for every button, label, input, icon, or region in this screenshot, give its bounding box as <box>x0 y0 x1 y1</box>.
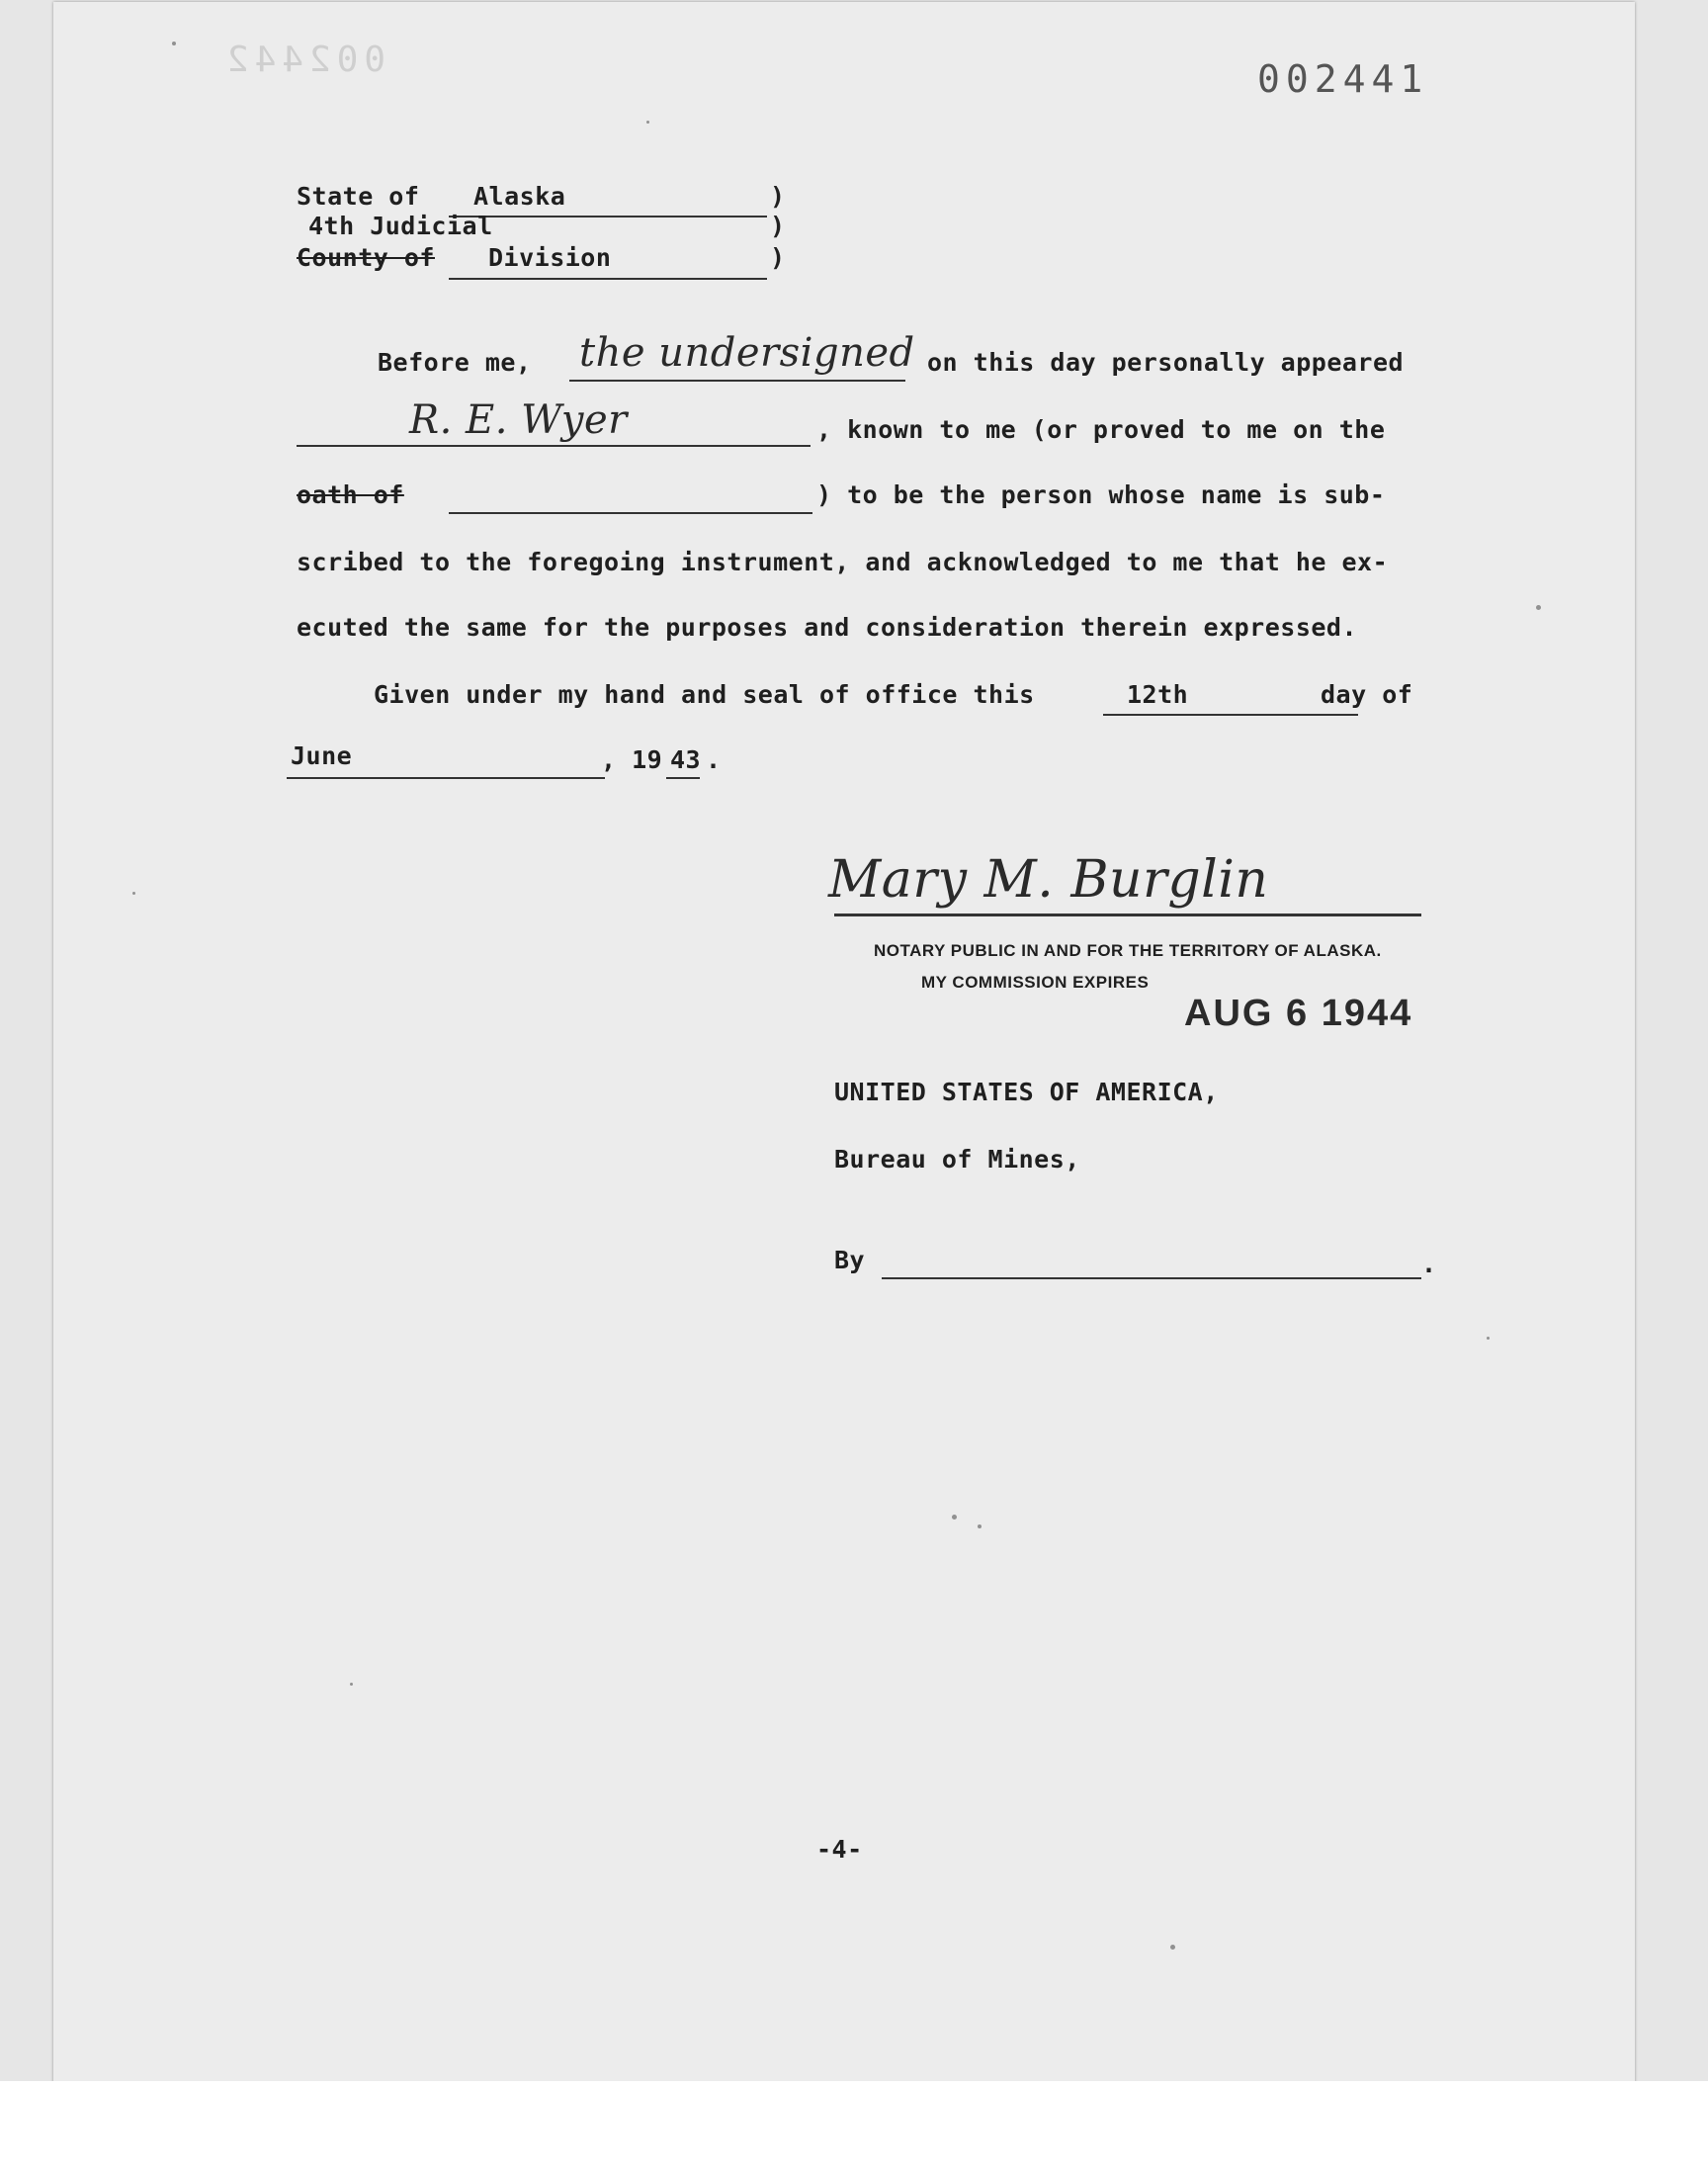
line4-text: scribed to the foregoing instrument, and acknowledged to me that he ex- <box>297 548 1389 576</box>
by-signature-line <box>882 1277 1421 1279</box>
year-suffix: 43 <box>670 745 702 774</box>
document-number: 002441 <box>1257 57 1429 101</box>
party-line2: Bureau of Mines, <box>834 1145 1080 1174</box>
month-underline <box>287 777 605 779</box>
commission-expires-date: AUG 6 1944 <box>1184 993 1413 1034</box>
line5-text: ecuted the same for the purposes and consideration therein expressed. <box>297 613 1358 642</box>
year-prefix: , 19 <box>601 745 663 774</box>
appeared-name-underline <box>297 445 811 447</box>
county-label: County of <box>297 243 435 272</box>
year-underline <box>666 777 700 779</box>
bleed-through-number: 002442 <box>221 40 386 80</box>
year-period: . <box>706 745 722 774</box>
judicial-value: 4th Judicial <box>308 212 493 240</box>
venue-paren-1: ) <box>770 182 786 211</box>
day-value: 12th <box>1127 680 1189 709</box>
county-underline <box>449 278 767 280</box>
handwritten-appeared-name: R. E. Wyer <box>409 397 628 443</box>
signature-underline <box>834 914 1421 916</box>
state-underline <box>449 216 767 218</box>
page-number: -4- <box>816 1835 863 1864</box>
by-period: . <box>1421 1250 1437 1278</box>
state-label: State of <box>297 182 420 211</box>
line3-after-text: ) to be the person whose name is sub- <box>816 480 1386 509</box>
oath-of-underline <box>449 512 812 514</box>
given-under-text: Given under my hand and seal of office this <box>374 680 1035 709</box>
party-line1: UNITED STATES OF AMERICA, <box>834 1078 1219 1106</box>
undersigned-underline <box>569 380 905 382</box>
notary-stamp-line1: NOTARY PUBLIC IN AND FOR THE TERRITORY OF ALASKA. <box>874 941 1382 960</box>
before-me-text: Before me, <box>378 348 532 377</box>
handwritten-undersigned: the undersigned <box>579 330 915 376</box>
venue-paren-3: ) <box>770 243 786 272</box>
scan-bottom-margin <box>0 2081 1708 2175</box>
month-value: June <box>291 741 353 770</box>
line2-after-text: , known to me (or proved to me on the <box>816 415 1386 444</box>
by-label: By <box>834 1246 866 1274</box>
notary-stamp-line2: MY COMMISSION EXPIRES <box>921 973 1150 992</box>
line1-after-text: on this day personally appeared <box>927 348 1405 377</box>
oath-of-label: oath of <box>297 480 404 509</box>
day-of-text: day of <box>1321 680 1413 709</box>
venue-paren-2: ) <box>770 212 786 240</box>
day-underline <box>1103 714 1358 716</box>
county-value: Division <box>488 243 612 272</box>
document-page <box>53 2 1635 2083</box>
notary-signature: Mary M. Burglin <box>828 850 1269 910</box>
state-value: Alaska <box>473 182 566 211</box>
